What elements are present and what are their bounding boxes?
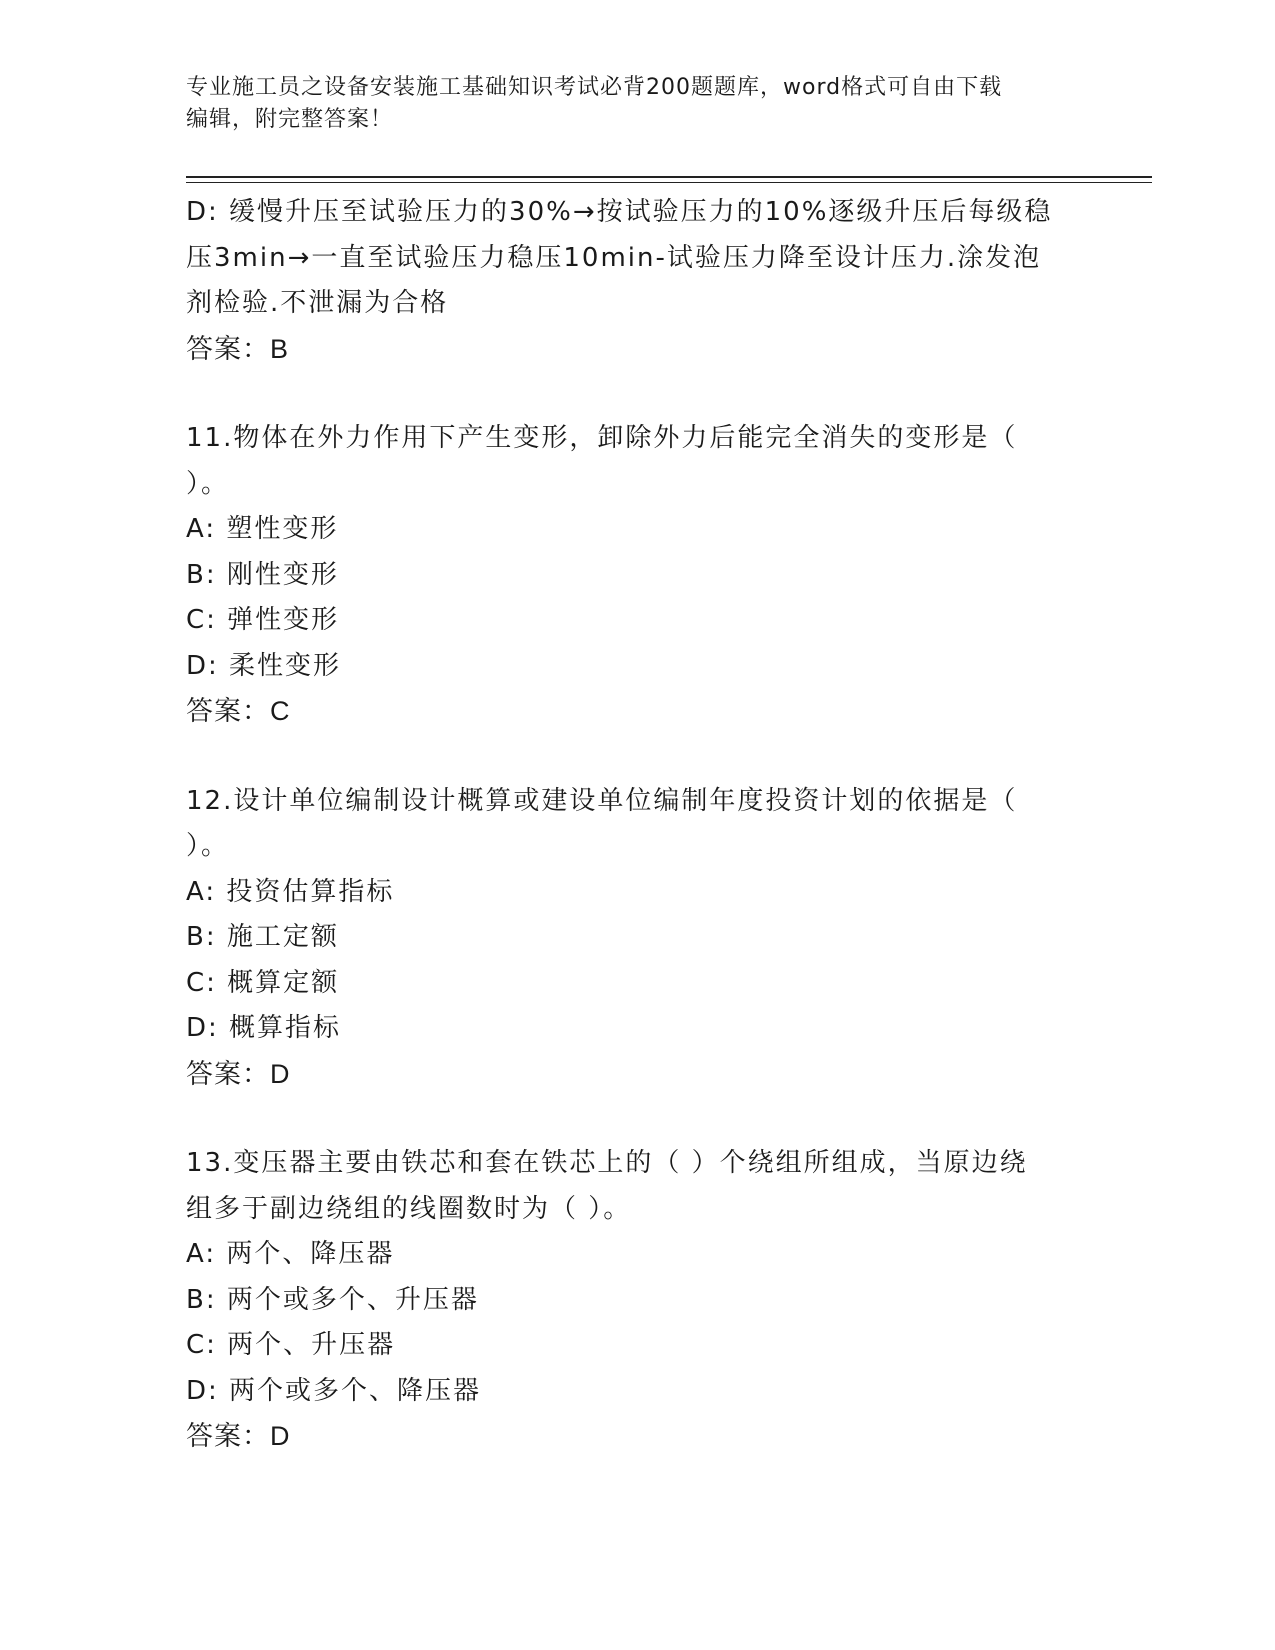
question-list — [186, 190, 1066, 1460]
header-divider-thick — [186, 176, 1152, 178]
question-stem-line-1: 11.物体在外力作用下产生变形，卸除外力后能完全消失的变形是（ — [186, 423, 1018, 453]
question-11 — [186, 416, 1066, 735]
question-stem-line-1: 13.变压器主要由铁芯和套在铁芯上的（ ）个绕组所组成，当原边绕 — [186, 1148, 1028, 1178]
answer-line: 答案：D — [186, 1421, 291, 1451]
document-header — [186, 72, 1066, 136]
option-d: D: 概算指标 — [186, 1013, 342, 1043]
answer-line: 答案：B — [186, 333, 290, 364]
option-a: A: 投资估算指标 — [186, 876, 395, 907]
option-b: B: 两个或多个、升压器 — [186, 1284, 479, 1315]
question-stem-line-2: 组多于副边绕组的线圈数时为（ ）。 — [186, 1193, 632, 1224]
option-a: A: 塑性变形 — [186, 514, 339, 544]
option-b: B: 刚性变形 — [186, 559, 339, 590]
option-c: C: 两个、升压器 — [186, 1330, 396, 1360]
question-10-tail — [186, 190, 1066, 372]
question-stem-line-1: 12.设计单位编制设计概算或建设单位编制年度投资计划的依据是（ — [186, 785, 1018, 816]
spacer — [186, 735, 1066, 779]
spacer — [186, 1097, 1066, 1141]
header-title-line-2: 编辑，附完整答案！ — [186, 107, 394, 132]
question-13 — [186, 1141, 1066, 1460]
option-c: C: 概算定额 — [186, 967, 340, 998]
answer-line: 答案：C — [186, 696, 291, 726]
option-d: D: 柔性变形 — [186, 650, 342, 681]
option-d-line-1: D: 缓慢升压至试验压力的30%→按试验压力的10%逐级升压后每级稳 — [186, 197, 1053, 227]
question-12 — [186, 779, 1066, 1098]
spacer — [186, 372, 1066, 416]
question-stem-line-2: ）。 — [186, 468, 230, 499]
option-d-line-2: 压3min→一直至试验压力稳压10min-试验压力降至设计压力.涂发泡 — [186, 242, 1042, 273]
option-a: A: 两个、降压器 — [186, 1239, 395, 1269]
option-b: B: 施工定额 — [186, 922, 339, 952]
question-stem-line-2: ）。 — [186, 831, 230, 861]
option-d-line-3: 剂检验.不泄漏为合格 — [186, 288, 449, 318]
header-divider-thin — [186, 182, 1152, 183]
answer-line: 答案：D — [186, 1058, 291, 1089]
option-c: C: 弹性变形 — [186, 605, 340, 635]
option-d: D: 两个或多个、降压器 — [186, 1375, 482, 1406]
header-title-line-1: 专业施工员之设备安装施工基础知识考试必背200题题库，word格式可自由下载 — [186, 75, 1003, 100]
